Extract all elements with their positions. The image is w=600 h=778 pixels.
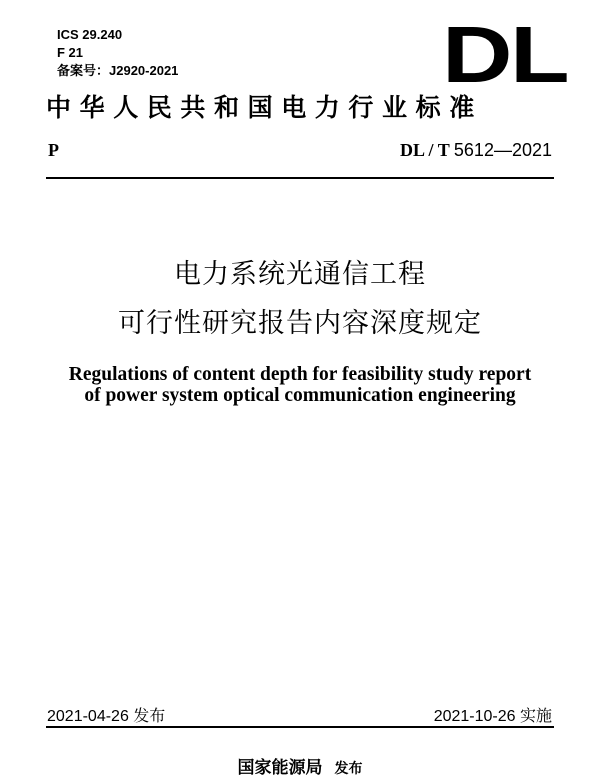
issue-date: 2021-04-26 发布 xyxy=(47,708,166,725)
dl-logo: DL xyxy=(442,10,568,99)
english-title-line-1: Regulations of content depth for feasibility study report xyxy=(68,364,532,385)
classification-code: F 21 xyxy=(57,45,84,60)
publisher-action: 发布 xyxy=(334,761,363,777)
standard-metadata xyxy=(57,26,178,80)
effective-date: 2021-10-26 实施 xyxy=(433,708,552,725)
chinese-title-line-2: 可行性研究报告内容深度规定 xyxy=(118,308,482,339)
english-title-line-2: of power system optical communication engineering xyxy=(84,385,516,406)
record-number: 备案号：J2920-2021 xyxy=(57,63,179,78)
standard-code xyxy=(400,140,552,161)
standard-type-title: 中华人民共和国电力行业标准 xyxy=(46,93,483,122)
category-letter: P xyxy=(48,140,59,160)
publisher xyxy=(0,753,600,778)
chinese-title-line-1: 电力系统光通信工程 xyxy=(174,259,426,290)
ics-code: ICS 29.240 xyxy=(57,27,123,42)
bottom-divider xyxy=(46,726,554,728)
standard-code-number: 5612—2021 xyxy=(453,140,552,160)
top-divider xyxy=(46,177,554,179)
standard-code-prefix: DL / T xyxy=(400,140,450,160)
publisher-name: 国家能源局 xyxy=(237,758,323,778)
